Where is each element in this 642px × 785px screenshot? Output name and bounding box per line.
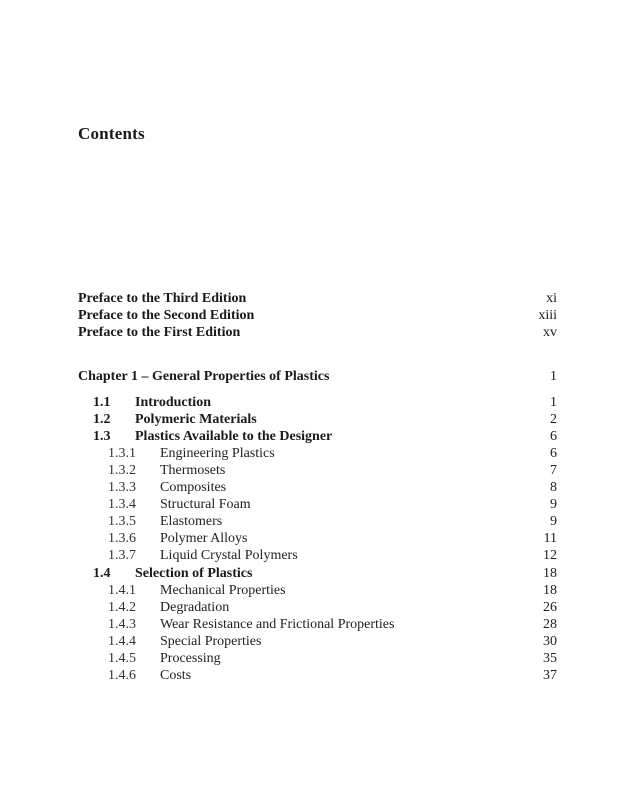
toc-page: 9 (550, 497, 557, 512)
toc-label: Polymeric Materials (135, 412, 257, 427)
toc-entry (0, 547, 642, 564)
toc-label: Special Properties (160, 634, 262, 649)
toc-entry (0, 633, 642, 650)
toc-number: 1.3.1 (108, 446, 136, 461)
toc-entry (0, 394, 642, 411)
toc-label: Composites (160, 480, 227, 495)
toc-number: 1.4 (93, 566, 111, 581)
toc-number: 1.3 (93, 429, 111, 444)
toc-label: Engineering Plastics (160, 446, 275, 461)
toc-page: 6 (550, 446, 557, 461)
toc-page: xiii (538, 308, 557, 323)
toc-page: 9 (550, 514, 557, 529)
toc-number: 1.4.6 (108, 668, 136, 683)
toc-number: 1.3.2 (108, 463, 136, 478)
toc-number: 1.1 (93, 395, 111, 410)
toc-entry (0, 428, 642, 445)
toc-label: Plastics Available to the Designer (135, 429, 333, 444)
toc-label: Costs (160, 668, 192, 683)
toc-page: 11 (543, 531, 557, 546)
toc-page: 18 (543, 566, 557, 581)
toc-page: 8 (550, 480, 557, 495)
toc-number: 1.4.1 (108, 583, 136, 598)
toc-label: Chapter 1 – General Properties of Plastics (78, 369, 330, 384)
toc-preface-second (0, 307, 642, 324)
toc-number: 1.4.3 (108, 617, 136, 632)
page-title: Contents (78, 124, 145, 143)
toc-label: Preface to the Third Edition (78, 291, 247, 306)
toc-number: 1.4.5 (108, 651, 136, 666)
toc-label: Mechanical Properties (160, 583, 286, 598)
toc-entry (0, 496, 642, 513)
toc-number: 1.3.6 (108, 531, 136, 546)
toc-label: Degradation (160, 600, 230, 615)
toc-entry (0, 479, 642, 496)
toc-entry (0, 650, 642, 667)
toc-page: 35 (543, 651, 557, 666)
toc-label: Preface to the First Edition (78, 325, 241, 340)
toc-entry (0, 599, 642, 616)
toc-entry (0, 411, 642, 428)
toc-number: 1.4.2 (108, 600, 136, 615)
toc-label: Selection of Plastics (135, 566, 253, 581)
toc-entry (0, 616, 642, 633)
toc-number: 1.3.3 (108, 480, 136, 495)
toc-entry (0, 667, 642, 684)
toc-entry (0, 513, 642, 530)
toc-page: 1 (550, 395, 557, 410)
toc-number: 1.2 (93, 412, 111, 427)
toc-label: Processing (160, 651, 221, 666)
toc-entry (0, 530, 642, 547)
toc-number: 1.3.4 (108, 497, 136, 512)
toc-page: 18 (543, 583, 557, 598)
toc-page: 2 (550, 412, 557, 427)
toc-page: 7 (550, 463, 557, 478)
toc-page: 30 (543, 634, 557, 649)
toc-page: xv (543, 325, 557, 340)
toc-page: 12 (543, 548, 557, 563)
toc-preface-first (0, 324, 642, 341)
toc-label: Preface to the Second Edition (78, 308, 255, 323)
toc-label: Polymer Alloys (160, 531, 248, 546)
toc-page: 6 (550, 429, 557, 444)
toc-label: Liquid Crystal Polymers (160, 548, 298, 563)
toc-label: Elastomers (160, 514, 223, 529)
toc-label: Thermosets (160, 463, 226, 478)
toc-label: Introduction (135, 395, 211, 410)
toc-chapter-1 (0, 368, 642, 385)
toc-entry (0, 445, 642, 462)
toc-number: 1.3.7 (108, 548, 136, 563)
toc-entry (0, 565, 642, 582)
toc-label: Wear Resistance and Frictional Properties (160, 617, 395, 632)
toc-entry (0, 462, 642, 479)
toc-label: Structural Foam (160, 497, 251, 512)
toc-number: 1.4.4 (108, 634, 136, 649)
toc-entry (0, 582, 642, 599)
toc-page: 1 (550, 369, 557, 384)
toc-page: 28 (543, 617, 557, 632)
toc-number: 1.3.5 (108, 514, 136, 529)
toc-page: 37 (543, 668, 557, 683)
toc-page: xi (546, 291, 557, 306)
toc-preface-third (0, 290, 642, 307)
toc-page: 26 (543, 600, 557, 615)
